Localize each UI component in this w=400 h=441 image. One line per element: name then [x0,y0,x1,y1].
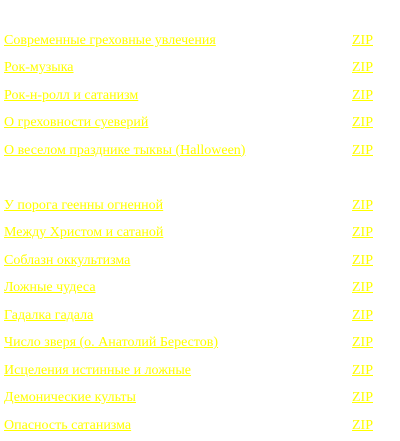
zip-link[interactable]: ZIP [352,280,373,296]
zip-link[interactable]: ZIP [352,142,373,158]
title-link[interactable]: Ложные чудеса [4,280,96,296]
list-item [4,385,396,413]
list-item [4,137,396,165]
title-link[interactable]: Исцеления истинные и ложные [4,362,191,378]
title-link[interactable]: О греховности суеверий [4,115,149,131]
list-item [4,357,396,385]
list-item [4,302,396,330]
list-item [4,275,396,303]
download-list [4,27,396,440]
title-link[interactable]: Между Христом и сатаной [4,225,164,241]
list-item [4,330,396,358]
zip-link[interactable]: ZIP [352,60,373,76]
title-link[interactable]: Опасность сатанизма [4,417,132,433]
list-item [4,110,396,138]
list-item [4,247,396,275]
zip-link[interactable]: ZIP [352,197,373,213]
title-link[interactable]: О веселом празднике тыквы (Halloween) [4,142,246,158]
zip-link[interactable]: ZIP [352,115,373,131]
title-link[interactable]: Демонические культы [4,390,136,406]
title-link[interactable]: Число зверя (о. Анатолий Берестов) [4,335,219,351]
title-link[interactable]: Соблазн оккультизма [4,252,131,268]
list-item [4,412,396,440]
zip-link[interactable]: ZIP [352,307,373,323]
title-link[interactable]: Современные греховные увлечения [4,32,216,48]
group-separator [4,165,396,193]
zip-link[interactable]: ZIP [352,225,373,241]
zip-link[interactable]: ZIP [352,252,373,268]
title-link[interactable]: У порога геенны огненной [4,197,164,213]
list-item [4,82,396,110]
list-item [4,27,396,55]
zip-link[interactable]: ZIP [352,32,373,48]
zip-link[interactable]: ZIP [352,417,373,433]
zip-link[interactable]: ZIP [352,335,373,351]
title-link[interactable]: Рок-н-ролл и сатанизм [4,87,139,103]
zip-link[interactable]: ZIP [352,362,373,378]
list-item [4,55,396,83]
zip-link[interactable]: ZIP [352,390,373,406]
title-link[interactable]: Рок-музыка [4,60,74,76]
zip-link[interactable]: ZIP [352,87,373,103]
list-item [4,220,396,248]
list-item [4,192,396,220]
title-link[interactable]: Гадалка гадала [4,307,94,323]
